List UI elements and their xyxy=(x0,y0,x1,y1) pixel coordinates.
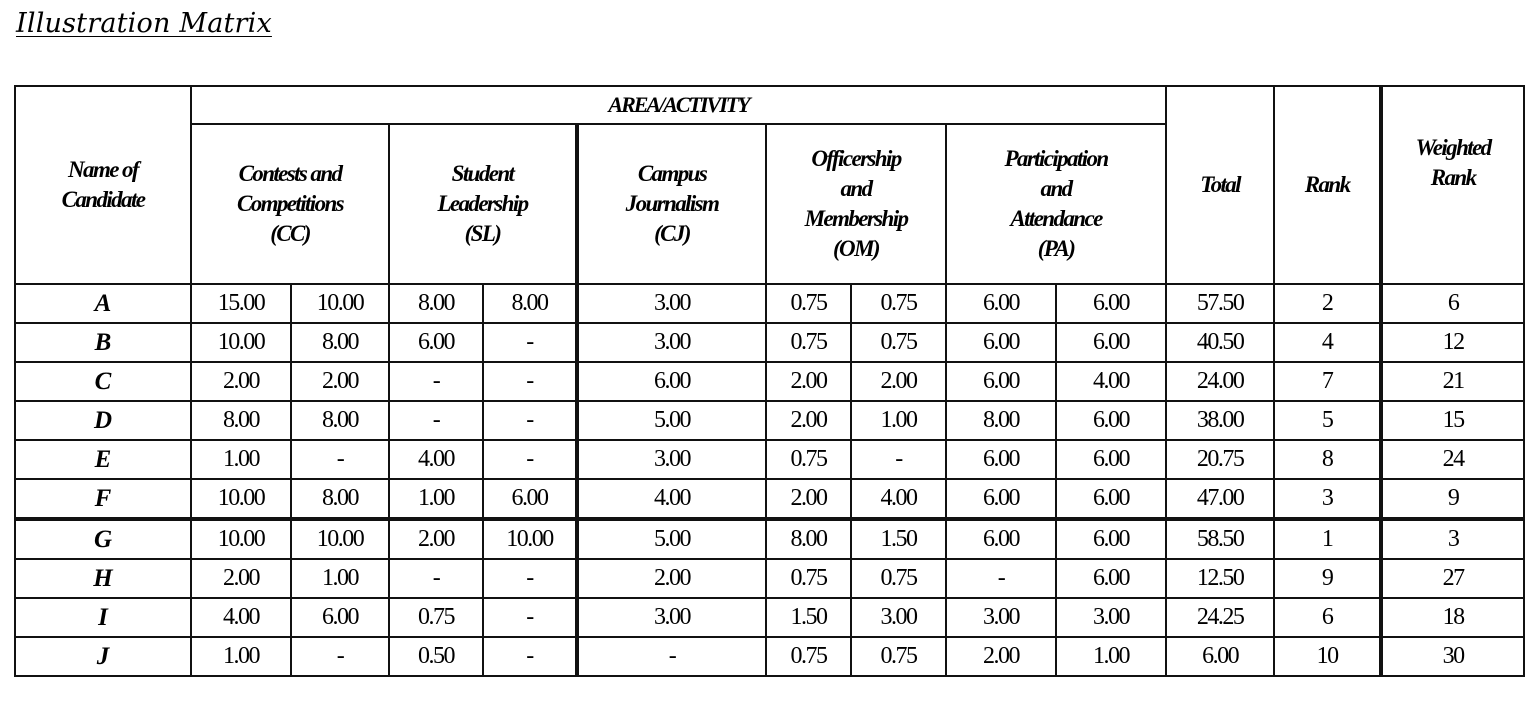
total: 58.50 xyxy=(1166,519,1274,559)
header-text: and xyxy=(1040,176,1072,201)
total: 47.00 xyxy=(1166,479,1274,519)
total: 6.00 xyxy=(1166,637,1274,676)
om-score-2: 1.00 xyxy=(851,401,946,440)
sl-score-2: 8.00 xyxy=(483,284,577,323)
rank: 3 xyxy=(1274,479,1381,519)
header-name-of-candidate xyxy=(15,86,191,284)
sl-score-2: - xyxy=(483,637,577,676)
weighted-rank: 15 xyxy=(1381,401,1524,440)
sl-score-1: 0.50 xyxy=(389,637,483,676)
pa-score-2: 6.00 xyxy=(1056,479,1166,519)
cc-score-2: 6.00 xyxy=(291,598,389,637)
candidate-name: B xyxy=(15,323,191,362)
table-body xyxy=(15,284,1524,676)
cc-score-2: 10.00 xyxy=(291,519,389,559)
header-student-leadership xyxy=(389,124,577,284)
total: 12.50 xyxy=(1166,559,1274,598)
cc-score-2: 10.00 xyxy=(291,284,389,323)
cj-score: 4.00 xyxy=(577,479,766,519)
header-text: Candidate xyxy=(61,187,145,212)
cj-score: 3.00 xyxy=(577,598,766,637)
total: 24.25 xyxy=(1166,598,1274,637)
header-rank: Rank xyxy=(1274,86,1381,284)
pa-score-2: 3.00 xyxy=(1056,598,1166,637)
pa-score-2: 1.00 xyxy=(1056,637,1166,676)
om-score-2: 0.75 xyxy=(851,284,946,323)
candidate-name: H xyxy=(15,559,191,598)
cc-score-1: 10.00 xyxy=(191,479,291,519)
header-text: Student xyxy=(451,161,514,186)
cc-score-2: 8.00 xyxy=(291,323,389,362)
table-row xyxy=(15,598,1524,637)
pa-score-2: 6.00 xyxy=(1056,323,1166,362)
om-score-1: 0.75 xyxy=(766,559,851,598)
candidate-name: E xyxy=(15,440,191,479)
cc-score-2: 8.00 xyxy=(291,479,389,519)
pa-score-1: 6.00 xyxy=(946,362,1056,401)
om-score-1: 0.75 xyxy=(766,284,851,323)
sl-score-1: 6.00 xyxy=(389,323,483,362)
pa-score-1: - xyxy=(946,559,1056,598)
cc-score-1: 4.00 xyxy=(191,598,291,637)
weighted-rank: 12 xyxy=(1381,323,1524,362)
rank: 2 xyxy=(1274,284,1381,323)
weighted-rank: 24 xyxy=(1381,440,1524,479)
table-row xyxy=(15,284,1524,323)
weighted-rank: 27 xyxy=(1381,559,1524,598)
om-score-2: 3.00 xyxy=(851,598,946,637)
pa-score-2: 6.00 xyxy=(1056,401,1166,440)
om-score-1: 2.00 xyxy=(766,362,851,401)
pa-score-1: 6.00 xyxy=(946,519,1056,559)
sl-score-1: - xyxy=(389,362,483,401)
rank: 5 xyxy=(1274,401,1381,440)
cj-score: 5.00 xyxy=(577,401,766,440)
om-score-1: 0.75 xyxy=(766,440,851,479)
sl-score-1: - xyxy=(389,401,483,440)
cc-score-2: 8.00 xyxy=(291,401,389,440)
candidate-name: D xyxy=(15,401,191,440)
pa-score-1: 8.00 xyxy=(946,401,1056,440)
candidate-name: A xyxy=(15,284,191,323)
om-score-2: 0.75 xyxy=(851,637,946,676)
cc-score-1: 15.00 xyxy=(191,284,291,323)
header-total: Total xyxy=(1166,86,1274,284)
header-text: Weighted xyxy=(1415,135,1491,160)
weighted-rank: 6 xyxy=(1381,284,1524,323)
weighted-rank: 30 xyxy=(1381,637,1524,676)
sl-score-1: 1.00 xyxy=(389,479,483,519)
om-score-1: 2.00 xyxy=(766,479,851,519)
table-row xyxy=(15,323,1524,362)
pa-score-1: 6.00 xyxy=(946,323,1056,362)
om-score-2: 0.75 xyxy=(851,559,946,598)
cj-score: 3.00 xyxy=(577,284,766,323)
header-text: Officership xyxy=(811,146,901,171)
candidate-name: F xyxy=(15,479,191,519)
sl-score-2: - xyxy=(483,440,577,479)
pa-score-2: 4.00 xyxy=(1056,362,1166,401)
total: 40.50 xyxy=(1166,323,1274,362)
om-score-2: 0.75 xyxy=(851,323,946,362)
document-title: Illustration Matrix xyxy=(16,8,272,39)
rank: 1 xyxy=(1274,519,1381,559)
header-text: Name of xyxy=(68,157,138,182)
header-text: Leadership xyxy=(437,191,528,216)
table-row xyxy=(15,479,1524,519)
header-area-activity: AREA/ACTIVITY xyxy=(191,86,1166,124)
weighted-rank: 18 xyxy=(1381,598,1524,637)
cc-score-2: 2.00 xyxy=(291,362,389,401)
rank: 7 xyxy=(1274,362,1381,401)
header-weighted-rank xyxy=(1381,86,1524,284)
cj-score: 3.00 xyxy=(577,323,766,362)
header-text: Contests and xyxy=(238,161,342,186)
table-row xyxy=(15,637,1524,676)
candidate-name: I xyxy=(15,598,191,637)
header-contests-and-competitions xyxy=(191,124,389,284)
illustration-matrix-table xyxy=(14,85,1525,677)
pa-score-1: 6.00 xyxy=(946,284,1056,323)
header-campus-journalism xyxy=(577,124,766,284)
rank: 8 xyxy=(1274,440,1381,479)
sl-score-1: 8.00 xyxy=(389,284,483,323)
header-text: (CJ) xyxy=(654,221,690,246)
rank: 4 xyxy=(1274,323,1381,362)
om-score-1: 1.50 xyxy=(766,598,851,637)
om-score-1: 2.00 xyxy=(766,401,851,440)
cj-score: - xyxy=(577,637,766,676)
header-text: Campus xyxy=(637,161,707,186)
sl-score-2: - xyxy=(483,559,577,598)
header-text: (OM) xyxy=(833,236,879,261)
header-text: (SL) xyxy=(464,221,501,246)
om-score-1: 8.00 xyxy=(766,519,851,559)
sl-score-2: - xyxy=(483,598,577,637)
cj-score: 3.00 xyxy=(577,440,766,479)
header-text: Membership xyxy=(804,206,908,231)
table-row xyxy=(15,440,1524,479)
sl-score-1: 4.00 xyxy=(389,440,483,479)
header-text: and xyxy=(840,176,872,201)
sl-score-1: 2.00 xyxy=(389,519,483,559)
total: 20.75 xyxy=(1166,440,1274,479)
om-score-2: 2.00 xyxy=(851,362,946,401)
pa-score-2: 6.00 xyxy=(1056,559,1166,598)
header-text: Competitions xyxy=(236,191,344,216)
table-row xyxy=(15,559,1524,598)
pa-score-2: 6.00 xyxy=(1056,519,1166,559)
pa-score-1: 3.00 xyxy=(946,598,1056,637)
sl-score-2: - xyxy=(483,362,577,401)
om-score-2: - xyxy=(851,440,946,479)
sl-score-1: - xyxy=(389,559,483,598)
sl-score-2: 6.00 xyxy=(483,479,577,519)
cc-score-2: 1.00 xyxy=(291,559,389,598)
header-text: Attendance xyxy=(1010,206,1102,231)
weighted-rank: 3 xyxy=(1381,519,1524,559)
sl-score-2: - xyxy=(483,401,577,440)
weighted-rank: 9 xyxy=(1381,479,1524,519)
weighted-rank: 21 xyxy=(1381,362,1524,401)
pa-score-2: 6.00 xyxy=(1056,440,1166,479)
sl-score-2: 10.00 xyxy=(483,519,577,559)
total: 57.50 xyxy=(1166,284,1274,323)
cc-score-1: 1.00 xyxy=(191,440,291,479)
cj-score: 6.00 xyxy=(577,362,766,401)
rank: 10 xyxy=(1274,637,1381,676)
header-text: Participation xyxy=(1004,146,1108,171)
rank: 6 xyxy=(1274,598,1381,637)
header-text: (CC) xyxy=(270,221,310,246)
om-score-2: 1.50 xyxy=(851,519,946,559)
cc-score-2: - xyxy=(291,637,389,676)
pa-score-1: 6.00 xyxy=(946,479,1056,519)
cc-score-2: - xyxy=(291,440,389,479)
om-score-1: 0.75 xyxy=(766,323,851,362)
cc-score-1: 2.00 xyxy=(191,559,291,598)
cc-score-1: 1.00 xyxy=(191,637,291,676)
total: 38.00 xyxy=(1166,401,1274,440)
header-text: (PA) xyxy=(1037,236,1075,261)
total: 24.00 xyxy=(1166,362,1274,401)
sl-score-1: 0.75 xyxy=(389,598,483,637)
rank: 9 xyxy=(1274,559,1381,598)
table-row xyxy=(15,519,1524,559)
cc-score-1: 10.00 xyxy=(191,519,291,559)
candidate-name: C xyxy=(15,362,191,401)
pa-score-1: 2.00 xyxy=(946,637,1056,676)
header-participation-and-attendance xyxy=(946,124,1166,284)
cc-score-1: 8.00 xyxy=(191,401,291,440)
cj-score: 2.00 xyxy=(577,559,766,598)
pa-score-2: 6.00 xyxy=(1056,284,1166,323)
cj-score: 5.00 xyxy=(577,519,766,559)
om-score-2: 4.00 xyxy=(851,479,946,519)
header-text: Rank xyxy=(1430,165,1476,190)
header-text: Journalism xyxy=(625,191,719,216)
candidate-name: G xyxy=(15,519,191,559)
table-row xyxy=(15,401,1524,440)
om-score-1: 0.75 xyxy=(766,637,851,676)
cc-score-1: 10.00 xyxy=(191,323,291,362)
header-officership-and-membership xyxy=(766,124,946,284)
cc-score-1: 2.00 xyxy=(191,362,291,401)
sl-score-2: - xyxy=(483,323,577,362)
candidate-name: J xyxy=(15,637,191,676)
pa-score-1: 6.00 xyxy=(946,440,1056,479)
table-row xyxy=(15,362,1524,401)
